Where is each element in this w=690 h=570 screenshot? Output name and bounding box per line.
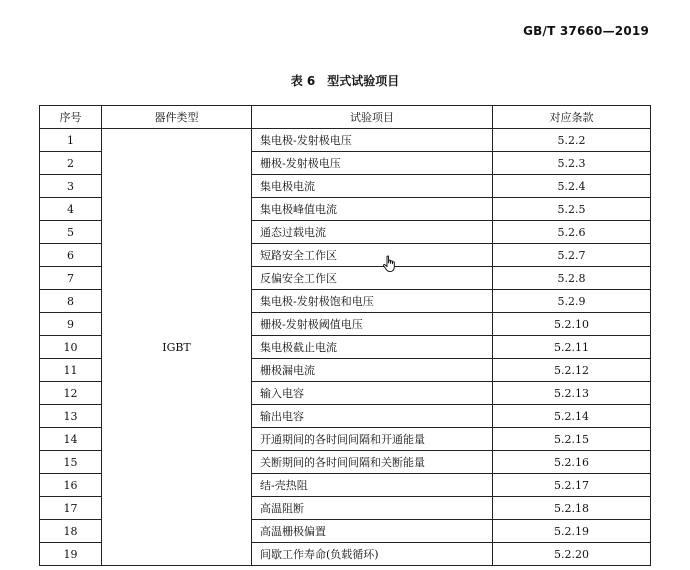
table-caption bbox=[0, 72, 690, 89]
cell-test-item: 间歇工作寿命(负载循环) bbox=[252, 543, 493, 566]
cell-test-item: 集电极截止电流 bbox=[252, 336, 493, 359]
table-row bbox=[40, 129, 651, 152]
cell-serial-no: 9 bbox=[40, 313, 102, 336]
cell-clause: 5.2.16 bbox=[493, 451, 651, 474]
cell-clause: 5.2.17 bbox=[493, 474, 651, 497]
cell-serial-no: 17 bbox=[40, 497, 102, 520]
cell-test-item: 集电极-发射极电压 bbox=[252, 129, 493, 152]
cell-clause: 5.2.15 bbox=[493, 428, 651, 451]
cell-test-item: 通态过载电流 bbox=[252, 221, 493, 244]
cell-test-item: 栅极漏电流 bbox=[252, 359, 493, 382]
cell-test-item: 结-壳热阻 bbox=[252, 474, 493, 497]
cell-clause: 5.2.10 bbox=[493, 313, 651, 336]
header-serial-no: 序号 bbox=[40, 106, 102, 129]
cell-serial-no: 14 bbox=[40, 428, 102, 451]
cell-serial-no: 6 bbox=[40, 244, 102, 267]
cell-serial-no: 5 bbox=[40, 221, 102, 244]
cell-test-item: 高温栅极偏置 bbox=[252, 520, 493, 543]
cell-test-item: 高温阻断 bbox=[252, 497, 493, 520]
cell-clause: 5.2.4 bbox=[493, 175, 651, 198]
cell-clause: 5.2.3 bbox=[493, 152, 651, 175]
hand-pointer-icon bbox=[382, 255, 398, 273]
cell-clause: 5.2.12 bbox=[493, 359, 651, 382]
cell-test-item: 栅极-发射极电压 bbox=[252, 152, 493, 175]
cell-serial-no: 16 bbox=[40, 474, 102, 497]
cell-clause: 5.2.2 bbox=[493, 129, 651, 152]
cell-serial-no: 7 bbox=[40, 267, 102, 290]
table-body bbox=[40, 129, 651, 566]
cell-test-item: 输出电容 bbox=[252, 405, 493, 428]
cell-serial-no: 1 bbox=[40, 129, 102, 152]
cell-serial-no: 10 bbox=[40, 336, 102, 359]
cell-clause: 5.2.20 bbox=[493, 543, 651, 566]
cell-clause: 5.2.13 bbox=[493, 382, 651, 405]
header-clause: 对应条款 bbox=[493, 106, 651, 129]
cell-serial-no: 15 bbox=[40, 451, 102, 474]
cell-serial-no: 19 bbox=[40, 543, 102, 566]
table-title: 型式试验项目 bbox=[327, 74, 400, 88]
table-header-row bbox=[40, 106, 651, 129]
cell-serial-no: 3 bbox=[40, 175, 102, 198]
cell-clause: 5.2.5 bbox=[493, 198, 651, 221]
standard-number: GB/T 37660—2019 bbox=[523, 24, 649, 38]
cell-test-item: 集电极-发射极饱和电压 bbox=[252, 290, 493, 313]
cell-test-item: 短路安全工作区 bbox=[252, 244, 493, 267]
cell-serial-no: 11 bbox=[40, 359, 102, 382]
cell-clause: 5.2.18 bbox=[493, 497, 651, 520]
cell-test-item: 开通期间的各时间间隔和开通能量 bbox=[252, 428, 493, 451]
cell-test-item: 输入电容 bbox=[252, 382, 493, 405]
cell-device-type: IGBT bbox=[102, 129, 252, 566]
cell-clause: 5.2.6 bbox=[493, 221, 651, 244]
cell-clause: 5.2.9 bbox=[493, 290, 651, 313]
cell-serial-no: 13 bbox=[40, 405, 102, 428]
cell-serial-no: 4 bbox=[40, 198, 102, 221]
header-test-item: 试验项目 bbox=[252, 106, 493, 129]
cell-serial-no: 2 bbox=[40, 152, 102, 175]
type-test-items-table bbox=[39, 105, 651, 566]
cell-clause: 5.2.19 bbox=[493, 520, 651, 543]
cell-clause: 5.2.7 bbox=[493, 244, 651, 267]
cell-clause: 5.2.14 bbox=[493, 405, 651, 428]
table-number: 表 6 bbox=[290, 74, 316, 88]
cell-test-item: 关断期间的各时间间隔和关断能量 bbox=[252, 451, 493, 474]
cell-test-item: 集电极峰值电流 bbox=[252, 198, 493, 221]
cell-clause: 5.2.8 bbox=[493, 267, 651, 290]
cell-serial-no: 18 bbox=[40, 520, 102, 543]
cell-serial-no: 12 bbox=[40, 382, 102, 405]
cell-serial-no: 8 bbox=[40, 290, 102, 313]
cell-test-item: 反偏安全工作区 bbox=[252, 267, 493, 290]
cell-test-item: 栅极-发射极阈值电压 bbox=[252, 313, 493, 336]
cell-test-item: 集电极电流 bbox=[252, 175, 493, 198]
header-device-type: 器件类型 bbox=[102, 106, 252, 129]
cell-clause: 5.2.11 bbox=[493, 336, 651, 359]
